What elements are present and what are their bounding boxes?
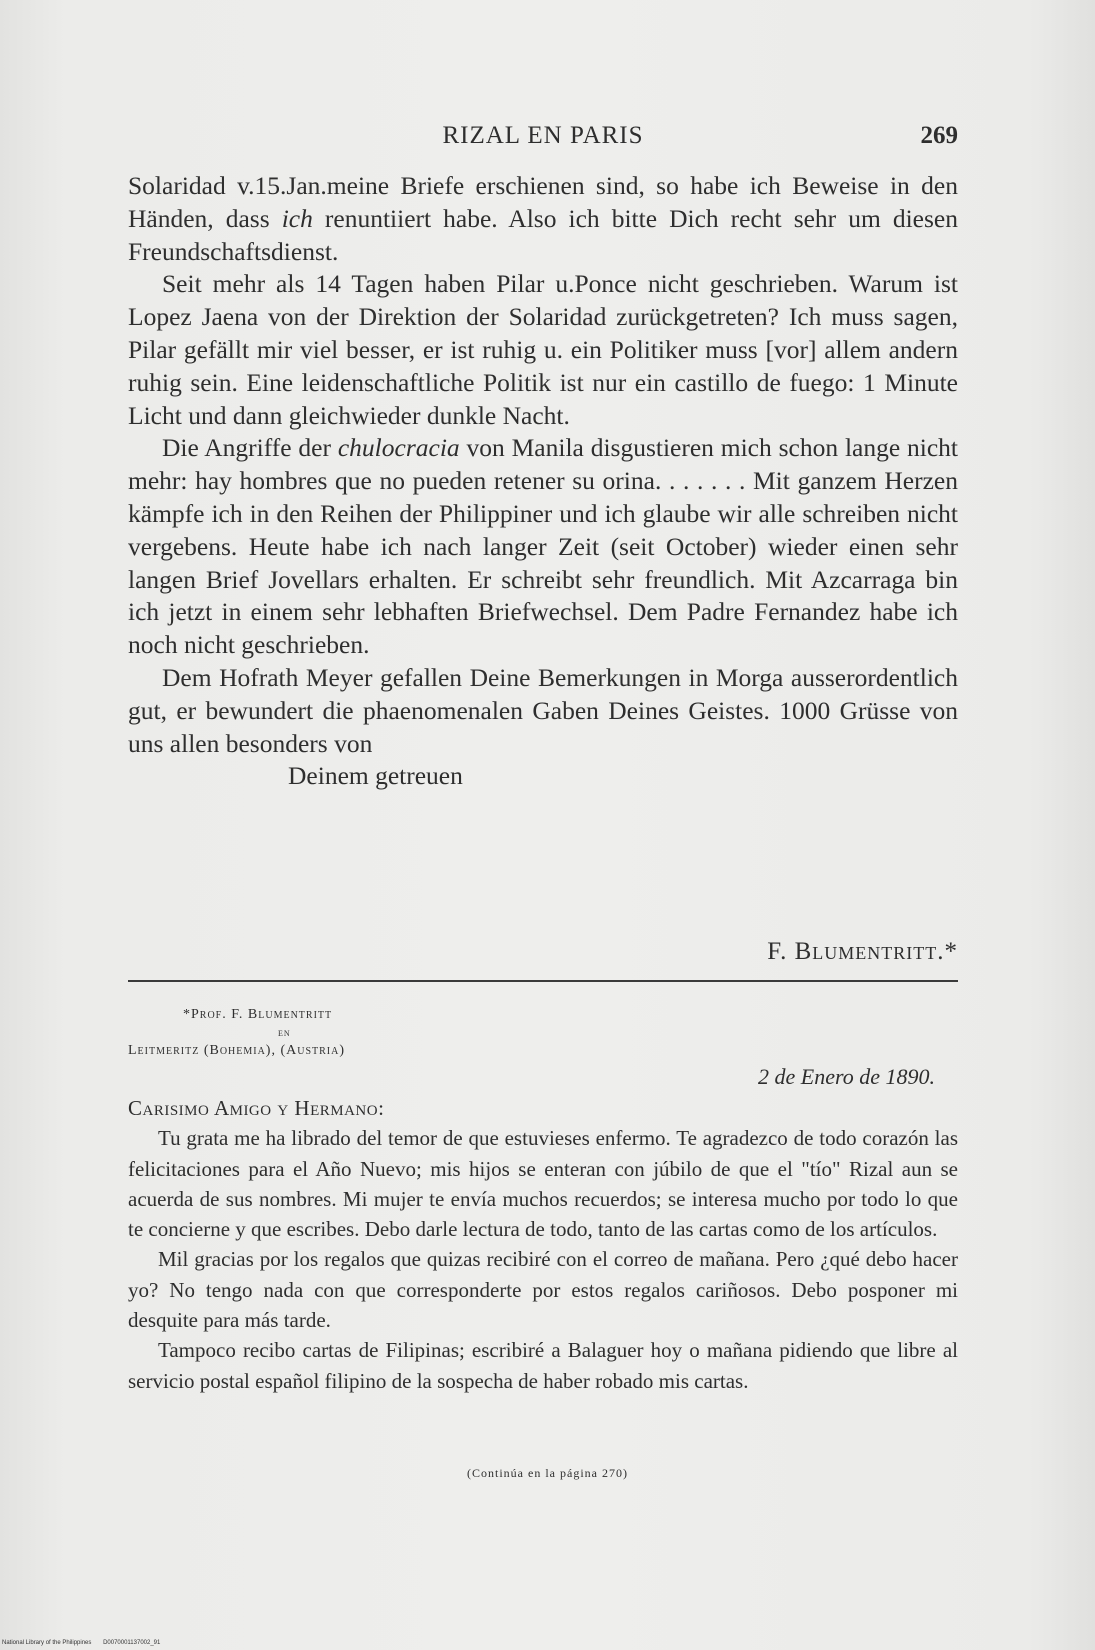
library-source: National Library of the Philippines — [2, 1640, 92, 1646]
paragraph-text: Die Angriffe der — [162, 433, 338, 463]
letter-dateline: 2 de Enero de 1890. — [758, 1064, 935, 1089]
footnote — [128, 1006, 958, 1060]
paragraph: Dem Hofrath Meyer gefallen Deine Bemerkungen in Morga ausserordentlich gut, er bewundert die phaenomenalen Gaben Deines Geistes. 1000 Grüsse von uns allen besonders von — [128, 662, 958, 758]
closing-line: Deinem getreuen — [288, 761, 463, 791]
paragraph: Tampoco recibo cartas de Filipinas; escribiré a Balaguer hoy o mañana pidiendo que libre al servicio postal español filipino de la sospecha de haber robado mis cartas. — [128, 1338, 958, 1393]
paragraph: Tu grata me ha librado del temor de que estuvieses enfermo. Te agradezco de todo corazón las felicitaciones para el Año Nuevo; mis hijos se enteran con júbilo de que el "tío" Rizal aun se acuerda de sus nombres. Mi mujer te envía muchos recuerdos; se interesa mucho por todo lo que te concierne y que escribes. Debo darle lectura de todo, tanto de las cartas como de los artículos. — [128, 1126, 958, 1242]
library-id: D0070001137002_91 — [103, 1640, 161, 1646]
emphasis-text: chulocracia — [337, 433, 460, 463]
letter-salutation: Carisimo Amigo y Hermano: — [128, 1096, 385, 1120]
footnote-line: en — [278, 1027, 291, 1039]
footnote-line: *Prof. F. Blumentritt — [183, 1007, 333, 1022]
running-title: RIZAL EN PARIS — [442, 122, 644, 149]
page-number: 269 — [920, 122, 958, 149]
page-header — [128, 120, 958, 156]
paragraph-text: renuntiiert habe. Also ich bitte Dich recht sehr um diesen Freundschaftsdienst. — [128, 203, 958, 266]
paragraph — [128, 432, 958, 662]
main-text-body — [128, 170, 958, 793]
footnote-line: Leitmeritz (Bohemia), (Austria) — [128, 1043, 346, 1058]
continuation-note: (Continúa en la página 270) — [467, 1466, 628, 1480]
letter-body — [128, 1093, 958, 1396]
paragraph — [128, 170, 958, 268]
paragraph: Seit mehr als 14 Tagen haben Pilar u.Ponce nicht geschrieben. Warum ist Lopez Jaena von der Direktion der Solaridad zurückgetreten? Ich muss sagen, Pilar gefällt mir viel besser, er ist ruhig u. ein Politiker muss [vor] allem andern ruhig sein. Eine leidenschaftliche Politik ist nur ein castillo de fuego: 1 Minute Licht und dann gleichwieder dunkle Nacht. — [128, 269, 958, 430]
library-footer — [2, 1640, 160, 1646]
signature: F. Blumentritt.* — [767, 938, 958, 965]
paragraph-text: Solaridad v.15.Jan.meine Briefe erschienen sind, so habe ich Beweise in den Händen, dass — [128, 171, 958, 233]
paragraph: Mil gracias por los regalos que quizas recibiré con el correo de mañana. Pero ¿qué debo hacer yo? No tengo nada con que corresponderte por estos regalos cariñosos. Debo posponer mi desquite para más tarde. — [128, 1247, 958, 1333]
emphasis-text: ich — [281, 203, 313, 233]
paragraph-text: von Manila disgustieren mich schon lange nicht mehr: hay hombres que no pueden retener su orina. . . . . . . Mit ganzem Herzen kämpfe ich in den Reihen der Philippiner und ich glaube wir alle schreiben nicht vergebens. Heute habe ich nach langer Zeit (seit October) wieder einen sehr langen Brief Jovellars erhalten. Er schreibt sehr freundlich. Mit Azcarraga bin ich jetzt in einem sehr lebhaften Briefwechsel. Dem Padre Fernandez habe ich noch nicht geschrieben. — [128, 433, 958, 660]
divider-rule — [128, 980, 958, 982]
